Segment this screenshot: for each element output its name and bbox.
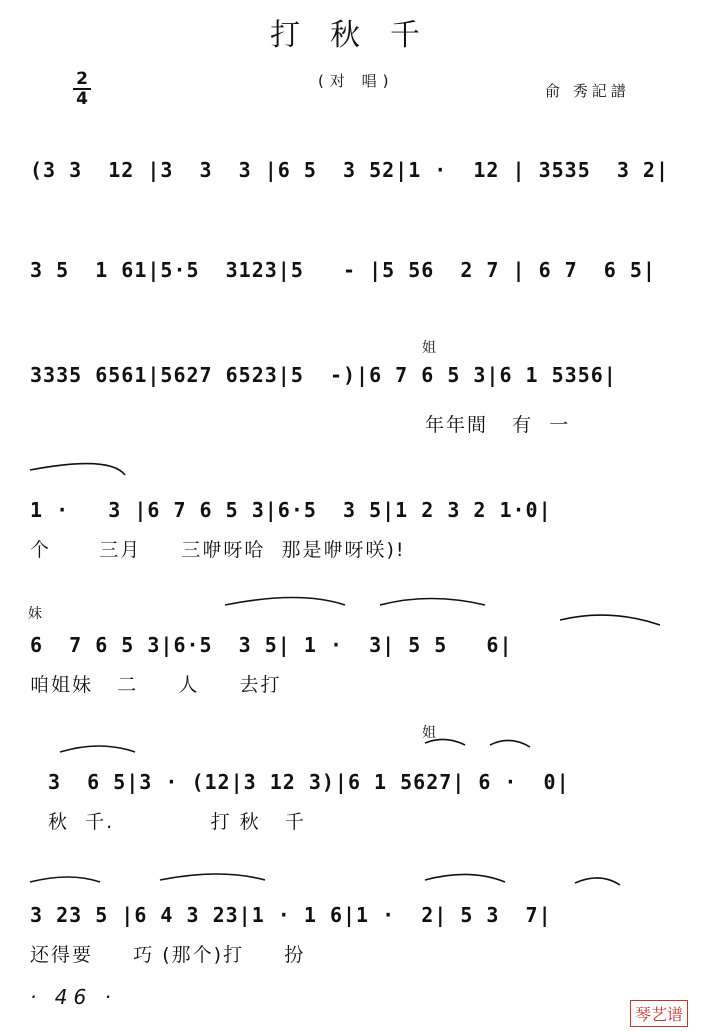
score-system-5 [0, 606, 720, 696]
transcriber-credit: 俞 秀記譜 [545, 82, 630, 100]
slur-mark [490, 740, 530, 747]
time-signature-top: 2 [76, 69, 88, 89]
score-system-4 [0, 490, 720, 560]
slur-mark [560, 615, 660, 625]
score-system-6 [0, 725, 720, 833]
lyric-line: 年年間 有 一 [425, 414, 571, 436]
lyric-line: 个 三月 三咿呀哈 那是咿呀咲)! [30, 539, 406, 561]
notation-line: 6 7 6 5 3|6·5 3 5| 1 · 3| 5 5 6| [30, 633, 513, 657]
slur-mark [30, 464, 125, 475]
score-system-2 [0, 250, 720, 320]
slur-mark [380, 599, 485, 606]
slur-mark [225, 598, 345, 606]
time-signature [70, 70, 94, 108]
lyric-line: 咱姐妹 二 人 去打 [30, 674, 282, 696]
slur-mark [60, 746, 135, 752]
part-marker: 姐 [422, 725, 436, 741]
part-marker: 妹 [28, 606, 42, 622]
score-system-7 [0, 895, 720, 965]
notation-line: 3335 6561|5627 6523|5 -)|6 7 6 5 3|6 1 5356| [30, 363, 617, 387]
slur-mark [575, 878, 620, 885]
lyric-line: 秋 千. 打 秋 千 [48, 811, 306, 833]
notation-line: 3 6 5|3 · (12|3 12 3)|6 1 5627| 6 · 0| [48, 770, 570, 794]
notation-line: 1 · 3 |6 7 6 5 3|6·5 3 5|1 2 3 2 1·0| [30, 498, 552, 522]
notation-line: (3 3 12 |3 3 3 |6 5 3 52|1 · 12 | 3535 3 2| [30, 158, 670, 182]
slur-mark [425, 874, 505, 882]
slur-mark [160, 874, 265, 880]
notation-line: 3 5 1 61|5·5 3123|5 - |5 56 2 7 | 6 7 6 5| [30, 258, 656, 282]
song-title: 打秋千 [270, 18, 450, 53]
site-logo: 琴艺谱 [630, 1000, 688, 1027]
song-subtitle: (对 唱) [318, 72, 395, 90]
score-system-3 [0, 340, 720, 436]
slur-mark [30, 877, 100, 882]
part-marker: 姐 [422, 340, 436, 356]
score-system-1 [0, 150, 720, 220]
notation-line: 3 23 5 |6 4 3 23|1 · 1 6|1 · 2| 5 3 7| [30, 903, 552, 927]
lyric-line: 还得要 巧 (那个)打 扮 [30, 944, 306, 966]
time-signature-bottom: 4 [76, 89, 88, 109]
page-number: · 46 · [30, 985, 117, 1009]
